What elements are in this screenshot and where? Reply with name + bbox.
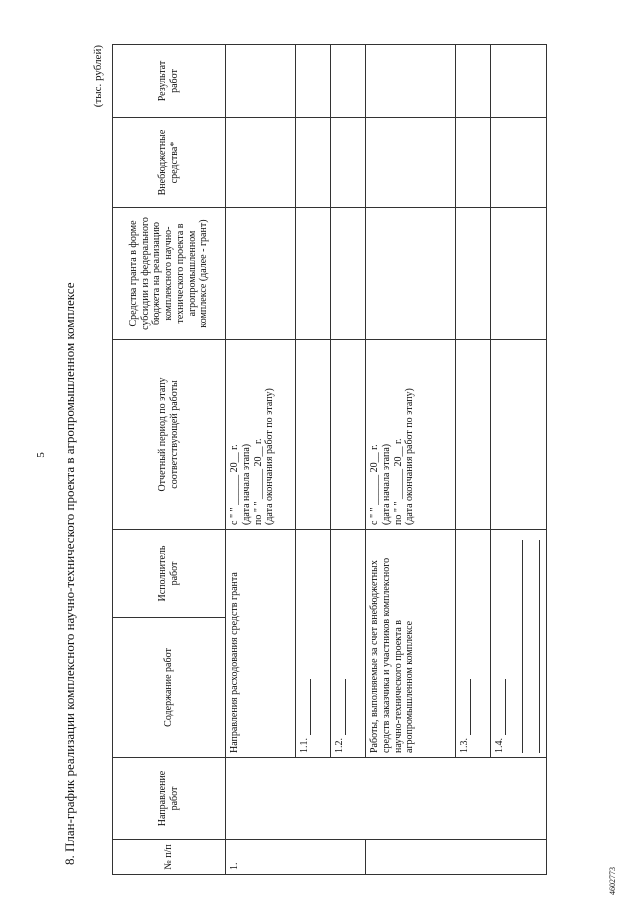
cell-content-offbudget: Работы, выполняемые за счет внебюджетных средств заказчика и участников комплексного научно-технического проекта в агропромышленном комплексе [366,530,456,758]
table-row [226,45,296,875]
cell-offbudget [456,118,491,208]
blank-line [529,540,540,753]
period-end-label: (дата окончания работ по этапу) [264,388,276,525]
period-to: по " " ______ 20__ г. [252,438,264,525]
cell-result [226,45,296,118]
header-executor: Исполнитель работ [113,530,226,618]
cell-sub-item [456,530,491,758]
blank-line [301,680,311,736]
schedule-table [112,44,547,875]
header-content: Содержание работ [113,618,226,758]
header-num: № п/п [113,840,226,875]
blank-line [512,540,523,753]
cell-offbudget [226,118,296,208]
cell-period [296,340,331,530]
cell-result [296,45,331,118]
period-start-label: (дата начала этапа) [240,443,252,525]
sub-item-number: 1.2. [334,738,345,753]
cell-offbudget [296,118,331,208]
cell-num [366,840,547,875]
header-grant: Средства гранта в форме субсидии из федерального бюджета на реализацию комплексного научно-технического проекта в агропромышленном комплексе (далее - грант) [113,208,226,340]
sub-item-number: 1.3. [459,738,470,753]
cell-period [456,340,491,530]
cell-grant [331,208,366,340]
cell-period [366,340,456,530]
period-from: с " " ______ 20__ г. [369,444,380,525]
cell-direction [226,758,547,840]
cell-grant [491,208,547,340]
cell-grant [456,208,491,340]
cell-period [226,340,296,530]
sub-item-number: 1.4. [494,738,505,753]
header-result: Результат работ [113,45,226,118]
cell-offbudget [366,118,456,208]
cell-sub-item [491,530,547,758]
period-start-label: (дата начала этапа) [380,443,392,525]
header-period: Отчетный период по этапу соответствующей работы [113,340,226,530]
blank-line [336,680,346,736]
unit-label: (тыс. рублей) [92,45,104,108]
cell-result [366,45,456,118]
header-direction: Направление работ [113,758,226,840]
cell-result [331,45,366,118]
cell-num: 1. [226,840,366,875]
section-title: 8. План-график реализации комплексного научно-технического проекта в агропромышленном комплексе [62,282,77,865]
footer-code: 4602773 [608,867,617,895]
cell-content-grant: Направления расходования средств гранта [226,530,296,758]
blank-line [496,680,506,736]
cell-period [331,340,366,530]
header-offbudget: Внебюджетные средства* [113,118,226,208]
table-row [491,45,547,875]
table-row [366,45,456,875]
cell-offbudget [491,118,547,208]
table-row [456,45,491,875]
period-end-label: (дата окончания работ по этапу) [404,388,416,525]
blank-line [461,680,471,736]
sub-item-number: 1.1. [299,738,310,753]
period-to: по " " ______ 20__ г. [392,438,404,525]
cell-grant [226,208,296,340]
cell-grant [296,208,331,340]
table-header-row [113,45,226,875]
cell-offbudget [331,118,366,208]
period-from: с " " ______ 20__ г. [229,444,240,525]
cell-period [491,340,547,530]
page-number: 5 [35,452,47,458]
cell-result [456,45,491,118]
cell-result [491,45,547,118]
table-row [331,45,366,875]
cell-sub-item [296,530,331,758]
cell-grant [366,208,456,340]
cell-sub-item [331,530,366,758]
table-row [296,45,331,875]
